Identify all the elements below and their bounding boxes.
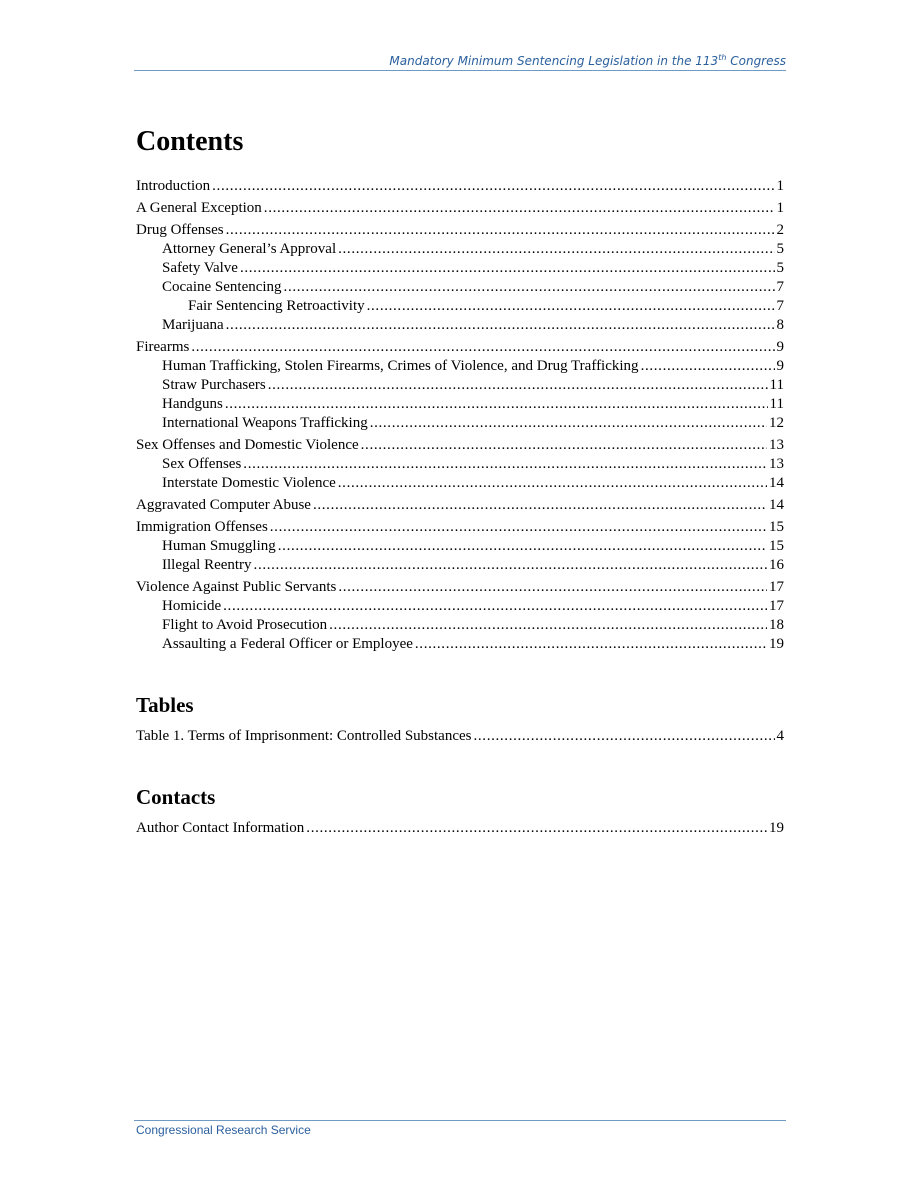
toc-leader-dots — [313, 496, 767, 515]
toc-leader-dots — [212, 177, 774, 196]
toc-entry-title[interactable]: Introduction — [136, 178, 211, 194]
contacts-list — [136, 819, 784, 838]
contacts-heading: Contacts — [136, 785, 216, 809]
toc-entry-title[interactable]: Human Trafficking, Stolen Firearms, Crimes of Violence, and Drug Trafficking — [162, 358, 639, 374]
toc-entry-title[interactable]: Handguns — [162, 396, 223, 412]
header-title-end: Congress — [726, 54, 786, 68]
toc-entry[interactable] — [136, 316, 784, 335]
toc-content — [136, 124, 784, 838]
toc-entry[interactable] — [136, 259, 784, 278]
toc-entry-title[interactable]: Safety Valve — [162, 260, 238, 276]
toc-entry-page[interactable]: 5 — [776, 260, 784, 276]
toc-leader-dots — [306, 819, 767, 838]
toc-entry[interactable] — [136, 221, 784, 240]
toc-entry-title[interactable]: Marijuana — [162, 317, 224, 333]
toc-entry-title[interactable]: Interstate Domestic Violence — [162, 475, 336, 491]
toc-entry-page[interactable]: 1 — [776, 178, 784, 194]
toc-entry-title[interactable]: Straw Purchasers — [162, 377, 266, 393]
toc-entry[interactable] — [136, 436, 784, 455]
toc-entry[interactable] — [136, 537, 784, 556]
contents-list — [136, 177, 784, 654]
toc-leader-dots — [415, 635, 767, 654]
toc-entry[interactable] — [136, 635, 784, 654]
toc-leader-dots — [226, 221, 775, 240]
toc-entry[interactable] — [136, 819, 784, 838]
toc-leader-dots — [367, 297, 775, 316]
toc-entry-title[interactable]: Sex Offenses — [162, 456, 242, 472]
toc-leader-dots — [278, 537, 767, 556]
toc-leader-dots — [641, 357, 775, 376]
toc-entry-title[interactable]: A General Exception — [136, 200, 262, 216]
toc-leader-dots — [240, 259, 775, 278]
running-header — [134, 54, 786, 71]
toc-entry-page[interactable]: 16 — [769, 557, 784, 573]
toc-entry[interactable] — [136, 597, 784, 616]
toc-leader-dots — [225, 395, 768, 414]
toc-leader-dots — [268, 376, 768, 395]
toc-entry-page[interactable]: 7 — [776, 298, 784, 314]
toc-entry-title[interactable]: Table 1. Terms of Imprisonment: Controlled Substances — [136, 728, 472, 744]
toc-entry-page[interactable]: 15 — [769, 519, 784, 535]
toc-entry[interactable] — [136, 395, 784, 414]
toc-entry-page[interactable]: 12 — [769, 415, 784, 431]
toc-leader-dots — [191, 338, 774, 357]
toc-entry-title[interactable]: Human Smuggling — [162, 538, 276, 554]
toc-entry[interactable] — [136, 278, 784, 297]
toc-entry-title[interactable]: Fair Sentencing Retroactivity — [188, 298, 365, 314]
toc-entry[interactable] — [136, 496, 784, 515]
footer-rule — [134, 1120, 786, 1121]
toc-entry-title[interactable]: Immigration Offenses — [136, 519, 268, 535]
running-footer: Congressional Research Service — [136, 1123, 311, 1137]
toc-leader-dots — [338, 240, 774, 259]
contents-heading: Contents — [136, 126, 244, 157]
toc-entry[interactable] — [136, 357, 784, 376]
toc-entry-page[interactable]: 11 — [769, 377, 784, 393]
toc-entry-page[interactable]: 19 — [769, 820, 784, 836]
toc-entry-title[interactable]: Flight to Avoid Prosecution — [162, 617, 328, 633]
toc-entry-page[interactable]: 9 — [776, 358, 784, 374]
toc-entry-page[interactable]: 18 — [769, 617, 784, 633]
toc-entry[interactable] — [136, 414, 784, 433]
toc-leader-dots — [243, 455, 767, 474]
toc-entry[interactable] — [136, 199, 784, 218]
toc-entry-title[interactable]: Aggravated Computer Abuse — [136, 497, 311, 513]
toc-leader-dots — [370, 414, 767, 433]
toc-entry-page[interactable]: 1 — [776, 200, 784, 216]
toc-entry-page[interactable]: 8 — [776, 317, 784, 333]
toc-entry-title[interactable]: Sex Offenses and Domestic Violence — [136, 437, 359, 453]
toc-leader-dots — [254, 556, 767, 575]
toc-entry-title[interactable]: Firearms — [136, 339, 190, 355]
toc-entry-page[interactable]: 7 — [776, 279, 784, 295]
toc-entry[interactable] — [136, 338, 784, 357]
toc-entry[interactable] — [136, 578, 784, 597]
toc-entry[interactable] — [136, 376, 784, 395]
toc-entry-title[interactable]: Homicide — [162, 598, 222, 614]
toc-entry-title[interactable]: International Weapons Trafficking — [162, 415, 368, 431]
toc-entry-title[interactable]: Illegal Reentry — [162, 557, 252, 573]
toc-leader-dots — [264, 199, 775, 218]
toc-entry[interactable] — [136, 616, 784, 635]
toc-entry-page[interactable]: 14 — [769, 475, 784, 491]
toc-entry-page[interactable]: 2 — [776, 222, 784, 238]
toc-entry-title[interactable]: Assaulting a Federal Officer or Employee — [162, 636, 413, 652]
toc-leader-dots — [338, 474, 767, 493]
toc-leader-dots — [284, 278, 775, 297]
toc-entry-page[interactable]: 13 — [769, 456, 784, 472]
toc-entry-page[interactable]: 14 — [769, 497, 784, 513]
toc-entry-title[interactable]: Violence Against Public Servants — [136, 579, 337, 595]
header-title: Mandatory Minimum Sentencing Legislation in the 113 — [389, 54, 719, 68]
toc-entry[interactable] — [136, 297, 784, 316]
toc-entry-page[interactable]: 9 — [776, 339, 784, 355]
toc-entry[interactable] — [136, 556, 784, 575]
toc-leader-dots — [474, 727, 775, 746]
toc-entry-page[interactable]: 11 — [769, 396, 784, 412]
tables-heading: Tables — [136, 693, 194, 717]
toc-entry[interactable] — [136, 455, 784, 474]
tables-list — [136, 727, 784, 746]
header-title-superscript: th — [718, 53, 727, 62]
toc-entry-page[interactable]: 5 — [776, 241, 784, 257]
toc-entry-page[interactable]: 15 — [769, 538, 784, 554]
toc-leader-dots — [338, 578, 767, 597]
toc-leader-dots — [361, 436, 767, 455]
toc-entry-title[interactable]: Attorney General’s Approval — [162, 241, 337, 257]
toc-entry-title[interactable]: Author Contact Information — [136, 820, 305, 836]
toc-leader-dots — [223, 597, 767, 616]
toc-entry-page[interactable]: 17 — [769, 598, 784, 614]
toc-entry[interactable] — [136, 240, 784, 259]
toc-leader-dots — [270, 518, 767, 537]
toc-entry[interactable] — [136, 727, 784, 746]
toc-leader-dots — [329, 616, 767, 635]
toc-entry-page[interactable]: 4 — [776, 728, 784, 744]
toc-entry-title[interactable]: Drug Offenses — [136, 222, 224, 238]
toc-entry[interactable] — [136, 474, 784, 493]
toc-leader-dots — [226, 316, 775, 335]
toc-entry-page[interactable]: 19 — [769, 636, 784, 652]
toc-entry-page[interactable]: 13 — [769, 437, 784, 453]
toc-entry[interactable] — [136, 177, 784, 196]
toc-entry-page[interactable]: 17 — [769, 579, 784, 595]
toc-entry[interactable] — [136, 518, 784, 537]
toc-entry-title[interactable]: Cocaine Sentencing — [162, 279, 282, 295]
